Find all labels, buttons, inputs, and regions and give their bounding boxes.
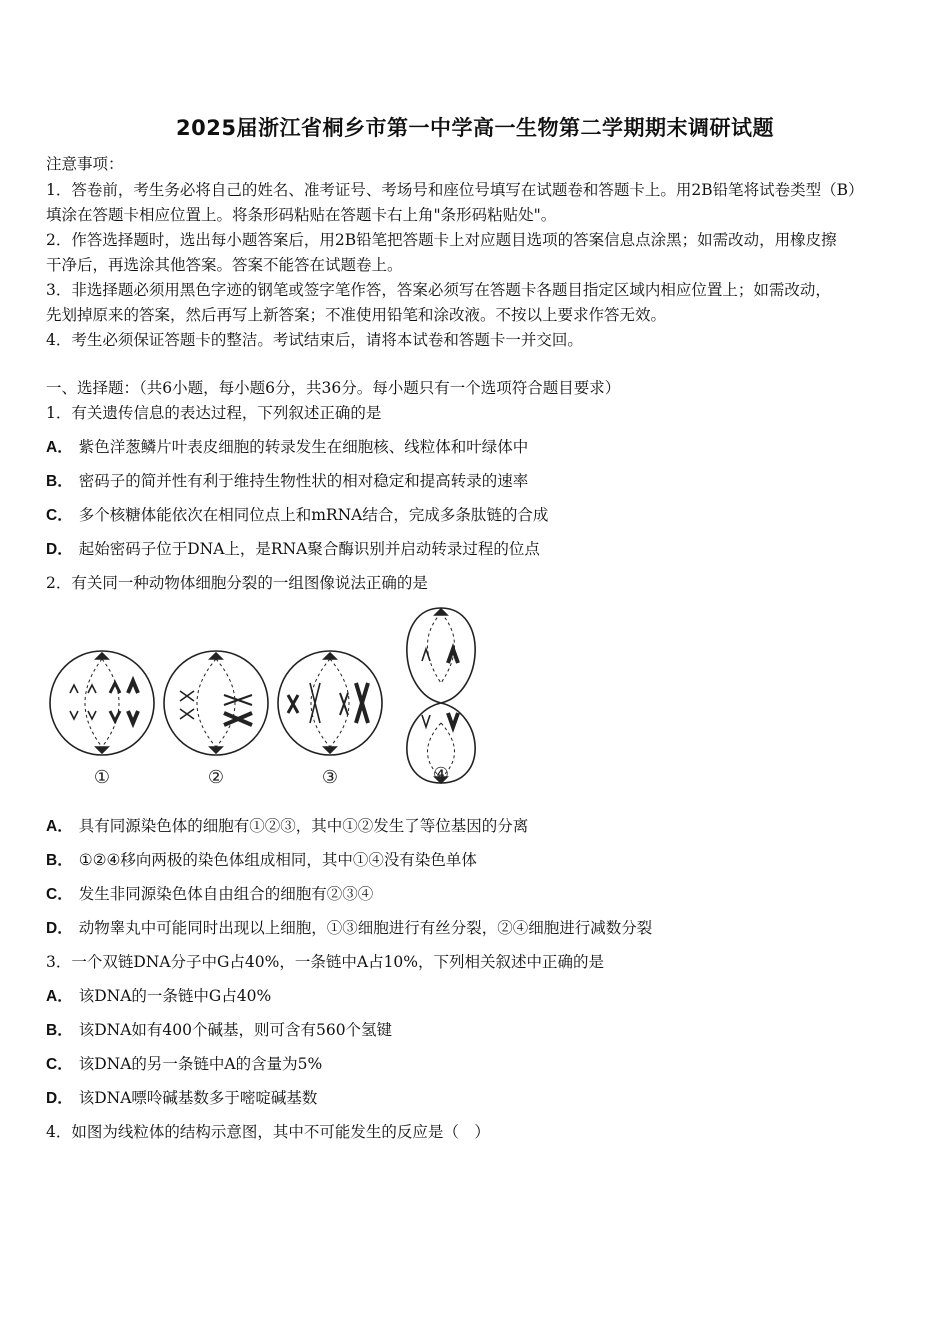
question-3-stem: 3．一个双链DNA分子中G占40%，一条链中A占10%，下列相关叙述中正确的是 (46, 953, 605, 971)
q2-option-a[interactable]: A． 具有同源染色体的细胞有①②③，其中①②发生了等位基因的分离 (46, 817, 529, 835)
notice-line: 先划掉原来的答案，然后再写上新答案；不准使用铅笔和涂改液。不按以上要求作答无效。 (46, 306, 667, 324)
page-title: 2025届浙江省桐乡市第一中学高一生物第二学期期末调研试题 (176, 116, 774, 140)
notice-line: 3．非选择题必须用黑色字迹的钢笔或签字笔作答，答案必须写在答题卡各题目指定区域内相应位置上；如需改动， (46, 281, 831, 299)
notice-line: 干净后，再选涂其他答案。答案不能答在试题卷上。 (46, 256, 403, 274)
notice-heading: 注意事项： (46, 155, 124, 173)
cell-3-diagram (278, 651, 382, 755)
q1-option-b[interactable]: B． 密码子的简并性有利于维持生物性状的相对稳定和提高转录的速率 (46, 472, 529, 490)
figure-label-4: ④ (432, 764, 450, 785)
q1-option-d[interactable]: D． 起始密码子位于DNA上，是RNA聚合酶识别并启动转录过程的位点 (46, 540, 540, 558)
figure-label-1: ① (93, 767, 111, 788)
section-heading: 一、选择题：（共6小题，每小题6分，共36分。每小题只有一个选项符合题目要求） (46, 379, 621, 397)
question-1-stem: 1．有关遗传信息的表达过程，下列叙述正确的是 (46, 404, 382, 422)
cell-1-diagram (50, 651, 154, 755)
notice-line: 填涂在答题卡相应位置上。将条形码粘贴在答题卡右上角"条形码粘贴处"。 (46, 206, 557, 224)
q3-option-b[interactable]: B． 该DNA如有400个碱基，则可含有560个氢键 (46, 1021, 393, 1039)
q1-option-a[interactable]: A． 紫色洋葱鳞片叶表皮细胞的转录发生在细胞核、线粒体和叶绿体中 (46, 438, 529, 456)
q2-option-d[interactable]: D． 动物睾丸中可能同时出现以上细胞，①③细胞进行有丝分裂，②④细胞进行减数分裂 (46, 919, 653, 937)
question-4-stem: 4．如图为线粒体的结构示意图，其中不可能发生的反应是（ ） (46, 1123, 490, 1141)
q1-option-c[interactable]: C． 多个核糖体能依次在相同位点上和mRNA结合，完成多条肽链的合成 (46, 506, 549, 524)
q2-option-b[interactable]: B． ①②④移向两极的染色体组成相同，其中①④没有染色单体 (46, 851, 477, 869)
question-2-stem: 2．有关同一种动物体细胞分裂的一组图像说法正确的是 (46, 574, 428, 592)
q3-option-c[interactable]: C． 该DNA的另一条链中A的含量为5% (46, 1055, 323, 1073)
figure-label-2: ② (207, 767, 225, 788)
figure-label-3: ③ (321, 767, 339, 788)
cell-2-diagram (164, 651, 268, 755)
q3-option-d[interactable]: D． 该DNA嘌呤碱基数多于嘧啶碱基数 (46, 1089, 318, 1107)
q2-option-c[interactable]: C． 发生非同源染色体自由组合的细胞有②③④ (46, 885, 374, 903)
notice-line: 1．答卷前，考生务必将自己的姓名、准考证号、考场号和座位号填写在试题卷和答题卡上。用2B铅笔将试卷类型（B） (46, 181, 864, 199)
cell-division-figure (48, 603, 488, 793)
q3-option-a[interactable]: A． 该DNA的一条链中G占40% (46, 987, 272, 1005)
notice-line: 2．作答选择题时，选出每小题答案后，用2B铅笔把答题卡上对应题目选项的答案信息点涂黑；如需改动，用橡皮擦 (46, 231, 837, 249)
notice-line: 4．考生必须保证答题卡的整洁。考试结束后，请将本试卷和答题卡一并交回。 (46, 331, 583, 349)
cell-4-diagram (407, 608, 475, 783)
